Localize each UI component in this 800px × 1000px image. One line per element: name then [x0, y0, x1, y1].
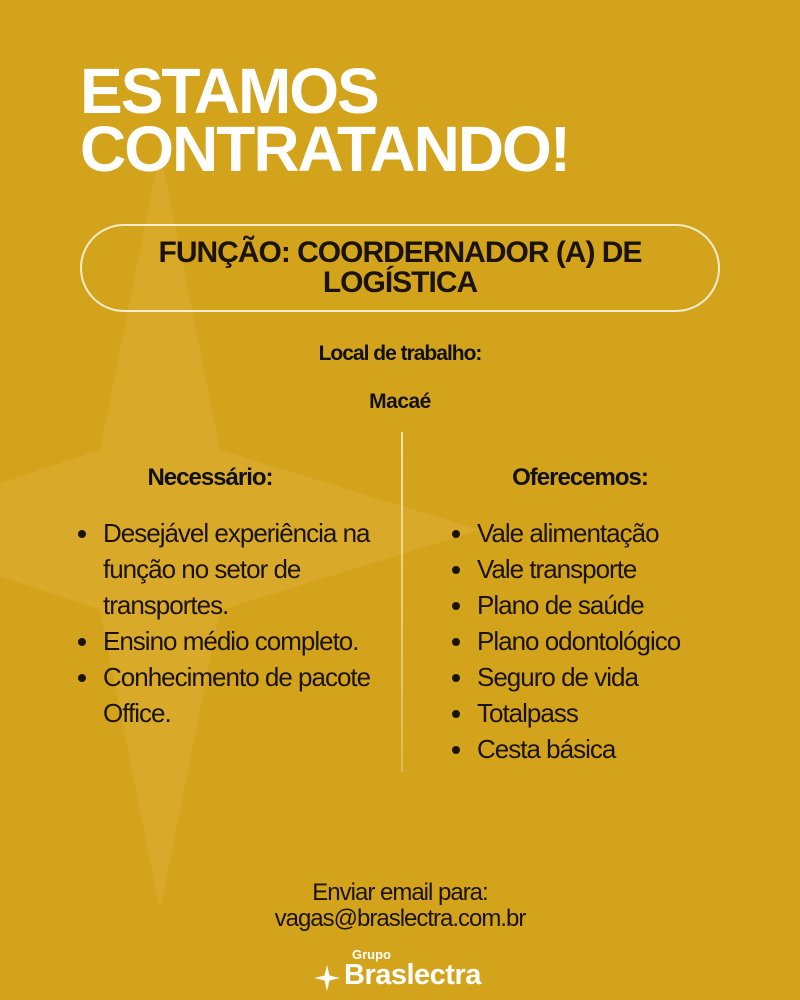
list-item: Desejável experiência na função no setor de transportes.: [76, 515, 376, 623]
logo-group-label: Grupo: [352, 947, 391, 962]
list-item: Seguro de vida: [450, 659, 780, 695]
contact-email[interactable]: vagas@braslectra.com.br: [274, 905, 526, 932]
benefits-title: Oferecemos:: [512, 464, 648, 491]
requirements-title: Necessário:: [147, 464, 273, 491]
contact-block: [0, 880, 800, 932]
list-item: Vale transporte: [450, 551, 780, 587]
list-item: Ensino médio completo.: [76, 623, 376, 659]
benefits-list: [450, 515, 780, 767]
list-item: Plano de saúde: [450, 587, 780, 623]
headline-line-1: ESTAMOS: [80, 55, 378, 127]
headline-line-2: CONTRATANDO!: [80, 113, 570, 185]
logo-name: Braslectra: [344, 959, 481, 991]
location-label: Local de trabalho:: [318, 342, 482, 365]
list-item: Cesta básica: [450, 731, 780, 767]
requirements-list: [76, 515, 376, 731]
contact-label: Enviar email para:: [312, 879, 488, 906]
list-item: Totalpass: [450, 695, 780, 731]
list-item: Vale alimentação: [450, 515, 780, 551]
column-divider: [401, 432, 403, 772]
location-value: Macaé: [369, 390, 431, 413]
sparkle-star-icon: [314, 965, 340, 991]
brand-logo: [310, 945, 510, 993]
role-box: [80, 224, 720, 312]
headline: [80, 55, 720, 185]
role-title: FUNÇÃO: COORDERNADOR (A) DE LOGÍSTICA: [158, 236, 642, 299]
list-item: Conhecimento de pacote Office.: [76, 659, 376, 731]
list-item: Plano odontológico: [450, 623, 780, 659]
